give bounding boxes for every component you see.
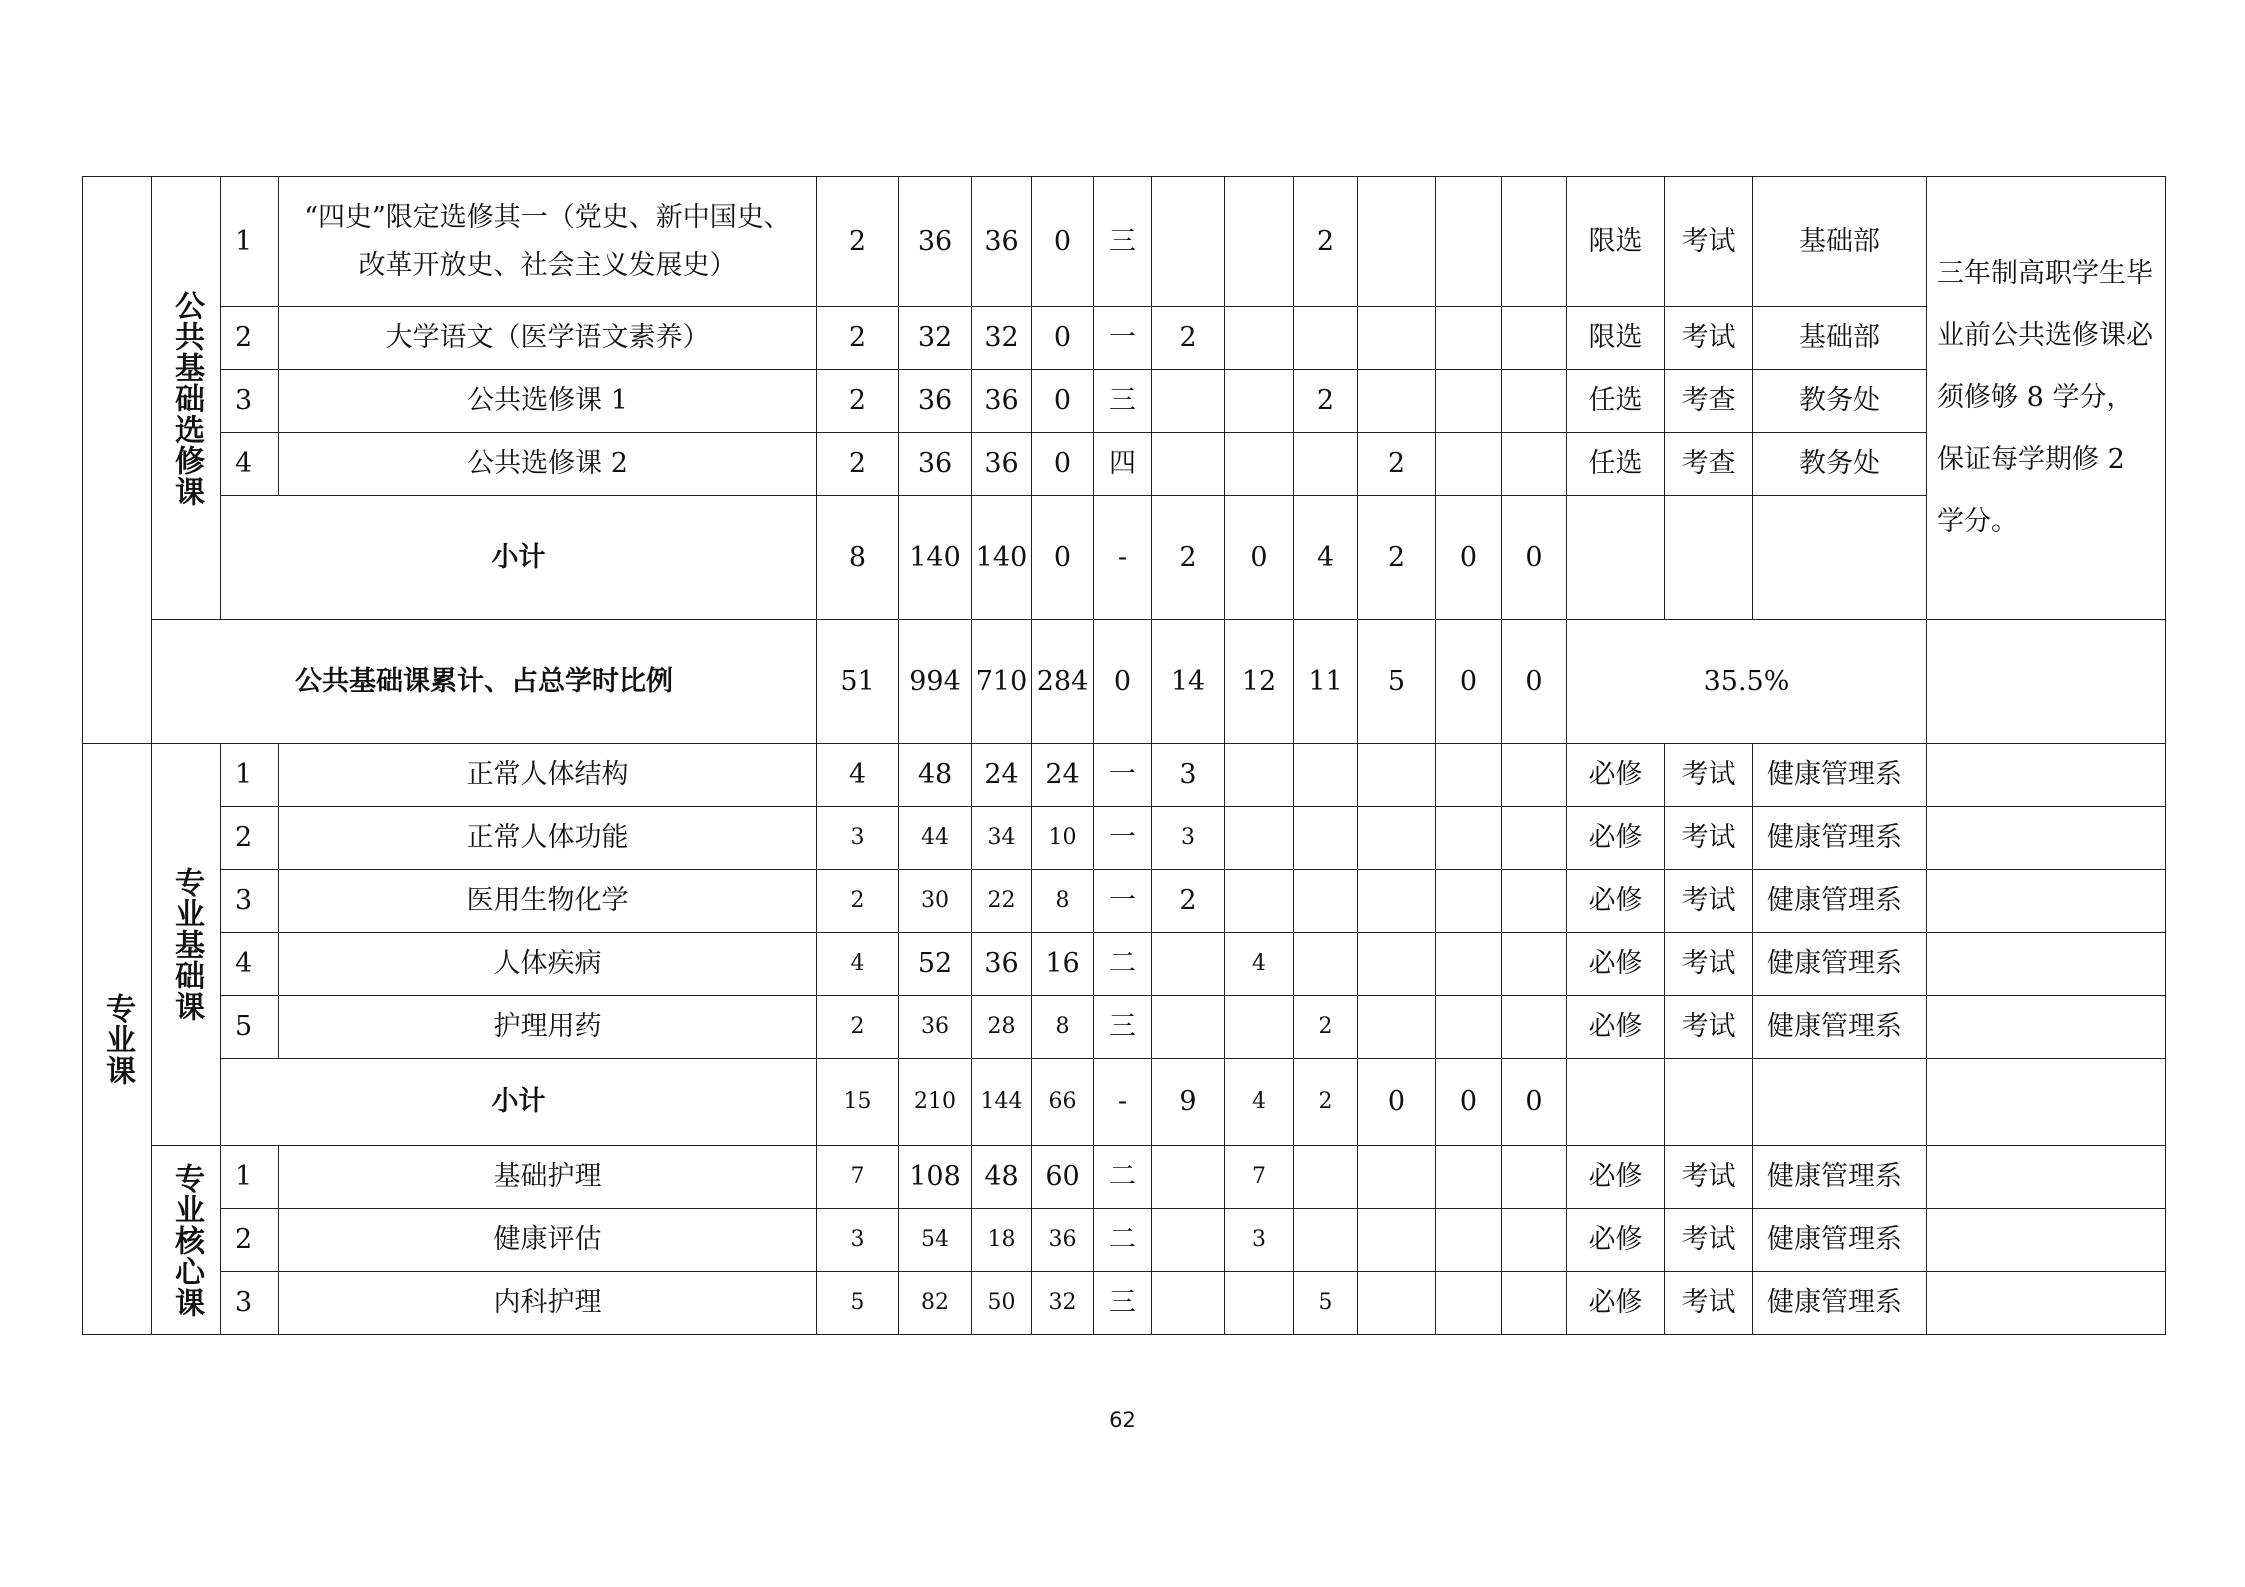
assessment-method: 考试 — [1665, 744, 1753, 807]
semester-4-hours: 2 — [1358, 496, 1436, 620]
empty-cell — [1927, 933, 2166, 996]
semester-1-hours — [1152, 433, 1225, 496]
course-type: 限选 — [1567, 307, 1665, 370]
semester-2-hours — [1225, 996, 1294, 1059]
total-hours: 30 — [899, 870, 972, 933]
theory-hours: 710 — [972, 620, 1032, 744]
assessment-term: 二 — [1094, 933, 1152, 996]
assessment-method: 考试 — [1665, 307, 1753, 370]
semester-6-hours — [1502, 1146, 1567, 1209]
theory-hours: 24 — [972, 744, 1032, 807]
practice-hours: 0 — [1032, 307, 1094, 370]
course-type: 必修 — [1567, 744, 1665, 807]
semester-3-hours: 2 — [1294, 370, 1358, 433]
row-number: 5 — [221, 996, 279, 1059]
semester-3-hours — [1294, 744, 1358, 807]
theory-hours: 18 — [972, 1209, 1032, 1272]
table-row — [83, 307, 2166, 370]
semester-1-hours — [1152, 177, 1225, 307]
credits: 7 — [817, 1146, 899, 1209]
assessment-term: 一 — [1094, 807, 1152, 870]
semester-3-hours: 2 — [1294, 996, 1358, 1059]
semester-4-hours — [1358, 996, 1436, 1059]
course-name: 医用生物化学 — [279, 870, 817, 933]
semester-5-hours: 0 — [1436, 496, 1502, 620]
department: 教务处 — [1753, 433, 1927, 496]
semester-5-hours — [1436, 933, 1502, 996]
practice-hours: 60 — [1032, 1146, 1094, 1209]
course-name: 人体疾病 — [279, 933, 817, 996]
table-row — [83, 870, 2166, 933]
semester-3-hours: 2 — [1294, 1059, 1358, 1146]
course-type: 必修 — [1567, 870, 1665, 933]
table-row — [83, 1209, 2166, 1272]
credits: 51 — [817, 620, 899, 744]
assessment-term: 二 — [1094, 1209, 1152, 1272]
assessment-term: 一 — [1094, 307, 1152, 370]
semester-5-hours — [1436, 433, 1502, 496]
semester-4-hours — [1358, 744, 1436, 807]
semester-1-hours — [1152, 1272, 1225, 1335]
semester-3-hours: 5 — [1294, 1272, 1358, 1335]
empty-cell — [1753, 496, 1927, 620]
course-name: 正常人体功能 — [279, 807, 817, 870]
page-number: 62 — [1109, 1408, 1136, 1432]
practice-hours: 8 — [1032, 870, 1094, 933]
semester-1-hours: 14 — [1152, 620, 1225, 744]
total-hours: 36 — [899, 370, 972, 433]
department: 健康管理系 — [1753, 996, 1927, 1059]
semester-6-hours: 0 — [1502, 496, 1567, 620]
course-type: 限选 — [1567, 177, 1665, 307]
total-hours: 140 — [899, 496, 972, 620]
semester-4-hours: 2 — [1358, 433, 1436, 496]
semester-1-hours: 2 — [1152, 496, 1225, 620]
semester-3-hours: 2 — [1294, 177, 1358, 307]
cumulative-row — [83, 620, 2166, 744]
theory-hours: 50 — [972, 1272, 1032, 1335]
practice-hours: 10 — [1032, 807, 1094, 870]
assessment-term: 一 — [1094, 744, 1152, 807]
semester-5-hours — [1436, 1209, 1502, 1272]
course-type: 必修 — [1567, 1146, 1665, 1209]
course-type: 必修 — [1567, 996, 1665, 1059]
semester-4-hours — [1358, 933, 1436, 996]
semester-3-hours — [1294, 433, 1358, 496]
elective-note: 三年制高职学生毕业前公共选修课必须修够 8 学分，保证每学期修 2 学分。 — [1927, 177, 2166, 620]
total-hours: 108 — [899, 1146, 972, 1209]
empty-cell — [1665, 1059, 1753, 1146]
semester-4-hours — [1358, 807, 1436, 870]
assessment-term: 三 — [1094, 177, 1152, 307]
assessment-method: 考试 — [1665, 996, 1753, 1059]
assessment-term: 四 — [1094, 433, 1152, 496]
section-label-major-basic: 专业基础课 — [152, 744, 221, 1146]
empty-cell — [1927, 1146, 2166, 1209]
course-type: 必修 — [1567, 933, 1665, 996]
credits: 4 — [817, 744, 899, 807]
semester-1-hours: 3 — [1152, 807, 1225, 870]
practice-hours: 0 — [1032, 496, 1094, 620]
assessment-term: 三 — [1094, 996, 1152, 1059]
assessment-method: 考试 — [1665, 1272, 1753, 1335]
semester-4-hours — [1358, 870, 1436, 933]
semester-5-hours — [1436, 807, 1502, 870]
department: 基础部 — [1753, 307, 1927, 370]
row-number: 4 — [221, 933, 279, 996]
credits: 4 — [817, 933, 899, 996]
semester-1-hours — [1152, 933, 1225, 996]
practice-hours: 284 — [1032, 620, 1094, 744]
row-number: 4 — [221, 433, 279, 496]
semester-1-hours — [1152, 996, 1225, 1059]
semester-2-hours: 0 — [1225, 496, 1294, 620]
empty-cell — [1753, 1059, 1927, 1146]
theory-hours: 22 — [972, 870, 1032, 933]
department: 健康管理系 — [1753, 1209, 1927, 1272]
course-name: “四史”限定选修其一（党史、新中国史、改革开放史、社会主义发展史） — [279, 177, 817, 307]
semester-3-hours — [1294, 807, 1358, 870]
credits: 3 — [817, 1209, 899, 1272]
practice-hours: 0 — [1032, 433, 1094, 496]
course-name: 公共选修课 1 — [279, 370, 817, 433]
table-row — [83, 370, 2166, 433]
table-row — [83, 1146, 2166, 1209]
row-number: 3 — [221, 370, 279, 433]
curriculum-table — [82, 176, 2166, 1335]
practice-hours: 24 — [1032, 744, 1094, 807]
semester-4-hours: 0 — [1358, 1059, 1436, 1146]
empty-cell — [1927, 620, 2166, 744]
department: 健康管理系 — [1753, 870, 1927, 933]
assessment-method: 考查 — [1665, 433, 1753, 496]
semester-6-hours — [1502, 870, 1567, 933]
row-number: 2 — [221, 1209, 279, 1272]
semester-2-hours — [1225, 744, 1294, 807]
department: 健康管理系 — [1753, 807, 1927, 870]
assessment-term: 0 — [1094, 620, 1152, 744]
semester-1-hours: 2 — [1152, 307, 1225, 370]
empty-cell — [1927, 744, 2166, 807]
empty-cell — [1927, 1059, 2166, 1146]
theory-hours: 34 — [972, 807, 1032, 870]
course-name: 公共选修课 2 — [279, 433, 817, 496]
empty-cell — [1567, 496, 1665, 620]
semester-2-hours — [1225, 177, 1294, 307]
semester-4-hours — [1358, 1146, 1436, 1209]
course-name: 大学语文（医学语文素养） — [279, 307, 817, 370]
table-row — [83, 744, 2166, 807]
subtotal-row — [83, 1059, 2166, 1146]
table-row — [83, 996, 2166, 1059]
semester-2-hours — [1225, 870, 1294, 933]
course-type: 必修 — [1567, 807, 1665, 870]
theory-hours: 144 — [972, 1059, 1032, 1146]
department: 健康管理系 — [1753, 1272, 1927, 1335]
total-hours: 36 — [899, 996, 972, 1059]
semester-1-hours: 2 — [1152, 870, 1225, 933]
semester-6-hours — [1502, 307, 1567, 370]
row-number: 1 — [221, 177, 279, 307]
row-number: 2 — [221, 307, 279, 370]
credits: 2 — [817, 433, 899, 496]
total-hours: 994 — [899, 620, 972, 744]
semester-6-hours — [1502, 1272, 1567, 1335]
semester-4-hours — [1358, 1209, 1436, 1272]
table-row — [83, 1272, 2166, 1335]
semester-4-hours: 5 — [1358, 620, 1436, 744]
semester-1-hours: 3 — [1152, 744, 1225, 807]
semester-3-hours — [1294, 933, 1358, 996]
semester-2-hours: 7 — [1225, 1146, 1294, 1209]
table-row — [83, 433, 2166, 496]
theory-hours: 36 — [972, 433, 1032, 496]
assessment-method: 考查 — [1665, 370, 1753, 433]
semester-5-hours — [1436, 1272, 1502, 1335]
semester-3-hours — [1294, 1209, 1358, 1272]
total-hours: 36 — [899, 433, 972, 496]
row-number: 1 — [221, 744, 279, 807]
course-name: 正常人体结构 — [279, 744, 817, 807]
course-type: 任选 — [1567, 370, 1665, 433]
semester-6-hours: 0 — [1502, 1059, 1567, 1146]
practice-hours: 16 — [1032, 933, 1094, 996]
semester-6-hours — [1502, 177, 1567, 307]
practice-hours: 0 — [1032, 177, 1094, 307]
total-hours: 44 — [899, 807, 972, 870]
assessment-term: 一 — [1094, 870, 1152, 933]
semester-4-hours — [1358, 177, 1436, 307]
assessment-method: 考试 — [1665, 807, 1753, 870]
semester-3-hours — [1294, 1146, 1358, 1209]
assessment-method: 考试 — [1665, 1209, 1753, 1272]
semester-4-hours — [1358, 1272, 1436, 1335]
assessment-term: - — [1094, 1059, 1152, 1146]
semester-4-hours — [1358, 307, 1436, 370]
empty-cell — [1567, 1059, 1665, 1146]
semester-6-hours — [1502, 370, 1567, 433]
semester-6-hours — [1502, 996, 1567, 1059]
row-number: 2 — [221, 807, 279, 870]
total-hours: 82 — [899, 1272, 972, 1335]
course-type: 必修 — [1567, 1209, 1665, 1272]
semester-3-hours — [1294, 307, 1358, 370]
semester-1-hours — [1152, 1209, 1225, 1272]
assessment-term: 二 — [1094, 1146, 1152, 1209]
course-type: 任选 — [1567, 433, 1665, 496]
empty-cell — [1665, 496, 1753, 620]
semester-2-hours — [1225, 807, 1294, 870]
semester-2-hours: 12 — [1225, 620, 1294, 744]
table-row — [83, 177, 2166, 307]
practice-hours: 32 — [1032, 1272, 1094, 1335]
semester-3-hours: 11 — [1294, 620, 1358, 744]
assessment-term: 三 — [1094, 1272, 1152, 1335]
credits: 8 — [817, 496, 899, 620]
semester-1-hours — [1152, 1146, 1225, 1209]
credits: 2 — [817, 307, 899, 370]
department: 基础部 — [1753, 177, 1927, 307]
section-label-major: 专业课 — [83, 744, 152, 1335]
subtotal-row — [83, 496, 2166, 620]
theory-hours: 48 — [972, 1146, 1032, 1209]
semester-2-hours — [1225, 433, 1294, 496]
theory-hours: 140 — [972, 496, 1032, 620]
department: 健康管理系 — [1753, 933, 1927, 996]
assessment-method: 考试 — [1665, 933, 1753, 996]
semester-5-hours — [1436, 307, 1502, 370]
total-hours: 54 — [899, 1209, 972, 1272]
section-label-major-core: 专业核心课 — [152, 1146, 221, 1335]
semester-2-hours: 4 — [1225, 1059, 1294, 1146]
practice-hours: 66 — [1032, 1059, 1094, 1146]
semester-2-hours — [1225, 1272, 1294, 1335]
semester-2-hours — [1225, 307, 1294, 370]
semester-5-hours — [1436, 370, 1502, 433]
department: 健康管理系 — [1753, 1146, 1927, 1209]
semester-5-hours: 0 — [1436, 1059, 1502, 1146]
semester-6-hours — [1502, 807, 1567, 870]
subtotal-label: 小计 — [221, 496, 817, 620]
credits: 5 — [817, 1272, 899, 1335]
theory-hours: 28 — [972, 996, 1032, 1059]
total-hours: 36 — [899, 177, 972, 307]
row-number: 3 — [221, 1272, 279, 1335]
theory-hours: 36 — [972, 933, 1032, 996]
semester-5-hours — [1436, 996, 1502, 1059]
hours-ratio: 35.5% — [1567, 620, 1927, 744]
semester-5-hours — [1436, 1146, 1502, 1209]
semester-2-hours: 4 — [1225, 933, 1294, 996]
department: 教务处 — [1753, 370, 1927, 433]
semester-6-hours: 0 — [1502, 620, 1567, 744]
table-row — [83, 933, 2166, 996]
credits: 3 — [817, 807, 899, 870]
empty-cell — [1927, 870, 2166, 933]
course-name: 护理用药 — [279, 996, 817, 1059]
assessment-term: 三 — [1094, 370, 1152, 433]
blank-category-cell — [83, 177, 152, 744]
semester-1-hours — [1152, 370, 1225, 433]
semester-2-hours — [1225, 370, 1294, 433]
empty-cell — [1927, 996, 2166, 1059]
cumulative-label: 公共基础课累计、占总学时比例 — [152, 620, 817, 744]
total-hours: 52 — [899, 933, 972, 996]
practice-hours: 36 — [1032, 1209, 1094, 1272]
credits: 15 — [817, 1059, 899, 1146]
credits: 2 — [817, 177, 899, 307]
semester-1-hours: 9 — [1152, 1059, 1225, 1146]
semester-6-hours — [1502, 433, 1567, 496]
row-number: 1 — [221, 1146, 279, 1209]
assessment-method: 考试 — [1665, 177, 1753, 307]
row-number: 3 — [221, 870, 279, 933]
credits: 2 — [817, 870, 899, 933]
semester-3-hours: 4 — [1294, 496, 1358, 620]
semester-6-hours — [1502, 1209, 1567, 1272]
credits: 2 — [817, 370, 899, 433]
assessment-term: - — [1094, 496, 1152, 620]
semester-5-hours — [1436, 744, 1502, 807]
semester-3-hours — [1294, 870, 1358, 933]
theory-hours: 36 — [972, 370, 1032, 433]
assessment-method: 考试 — [1665, 870, 1753, 933]
semester-6-hours — [1502, 933, 1567, 996]
course-name: 内科护理 — [279, 1272, 817, 1335]
semester-5-hours: 0 — [1436, 620, 1502, 744]
credits: 2 — [817, 996, 899, 1059]
course-name: 健康评估 — [279, 1209, 817, 1272]
total-hours: 32 — [899, 307, 972, 370]
semester-6-hours — [1502, 744, 1567, 807]
section-label-public-elective: 公共基础选修课 — [152, 177, 221, 620]
department: 健康管理系 — [1753, 744, 1927, 807]
table-row — [83, 807, 2166, 870]
total-hours: 210 — [899, 1059, 972, 1146]
theory-hours: 36 — [972, 177, 1032, 307]
practice-hours: 8 — [1032, 996, 1094, 1059]
semester-2-hours: 3 — [1225, 1209, 1294, 1272]
practice-hours: 0 — [1032, 370, 1094, 433]
assessment-method: 考试 — [1665, 1146, 1753, 1209]
course-type: 必修 — [1567, 1272, 1665, 1335]
semester-4-hours — [1358, 370, 1436, 433]
semester-5-hours — [1436, 177, 1502, 307]
subtotal-label: 小计 — [221, 1059, 817, 1146]
empty-cell — [1927, 807, 2166, 870]
course-name: 基础护理 — [279, 1146, 817, 1209]
empty-cell — [1927, 1209, 2166, 1272]
theory-hours: 32 — [972, 307, 1032, 370]
total-hours: 48 — [899, 744, 972, 807]
semester-5-hours — [1436, 870, 1502, 933]
empty-cell — [1927, 1272, 2166, 1335]
